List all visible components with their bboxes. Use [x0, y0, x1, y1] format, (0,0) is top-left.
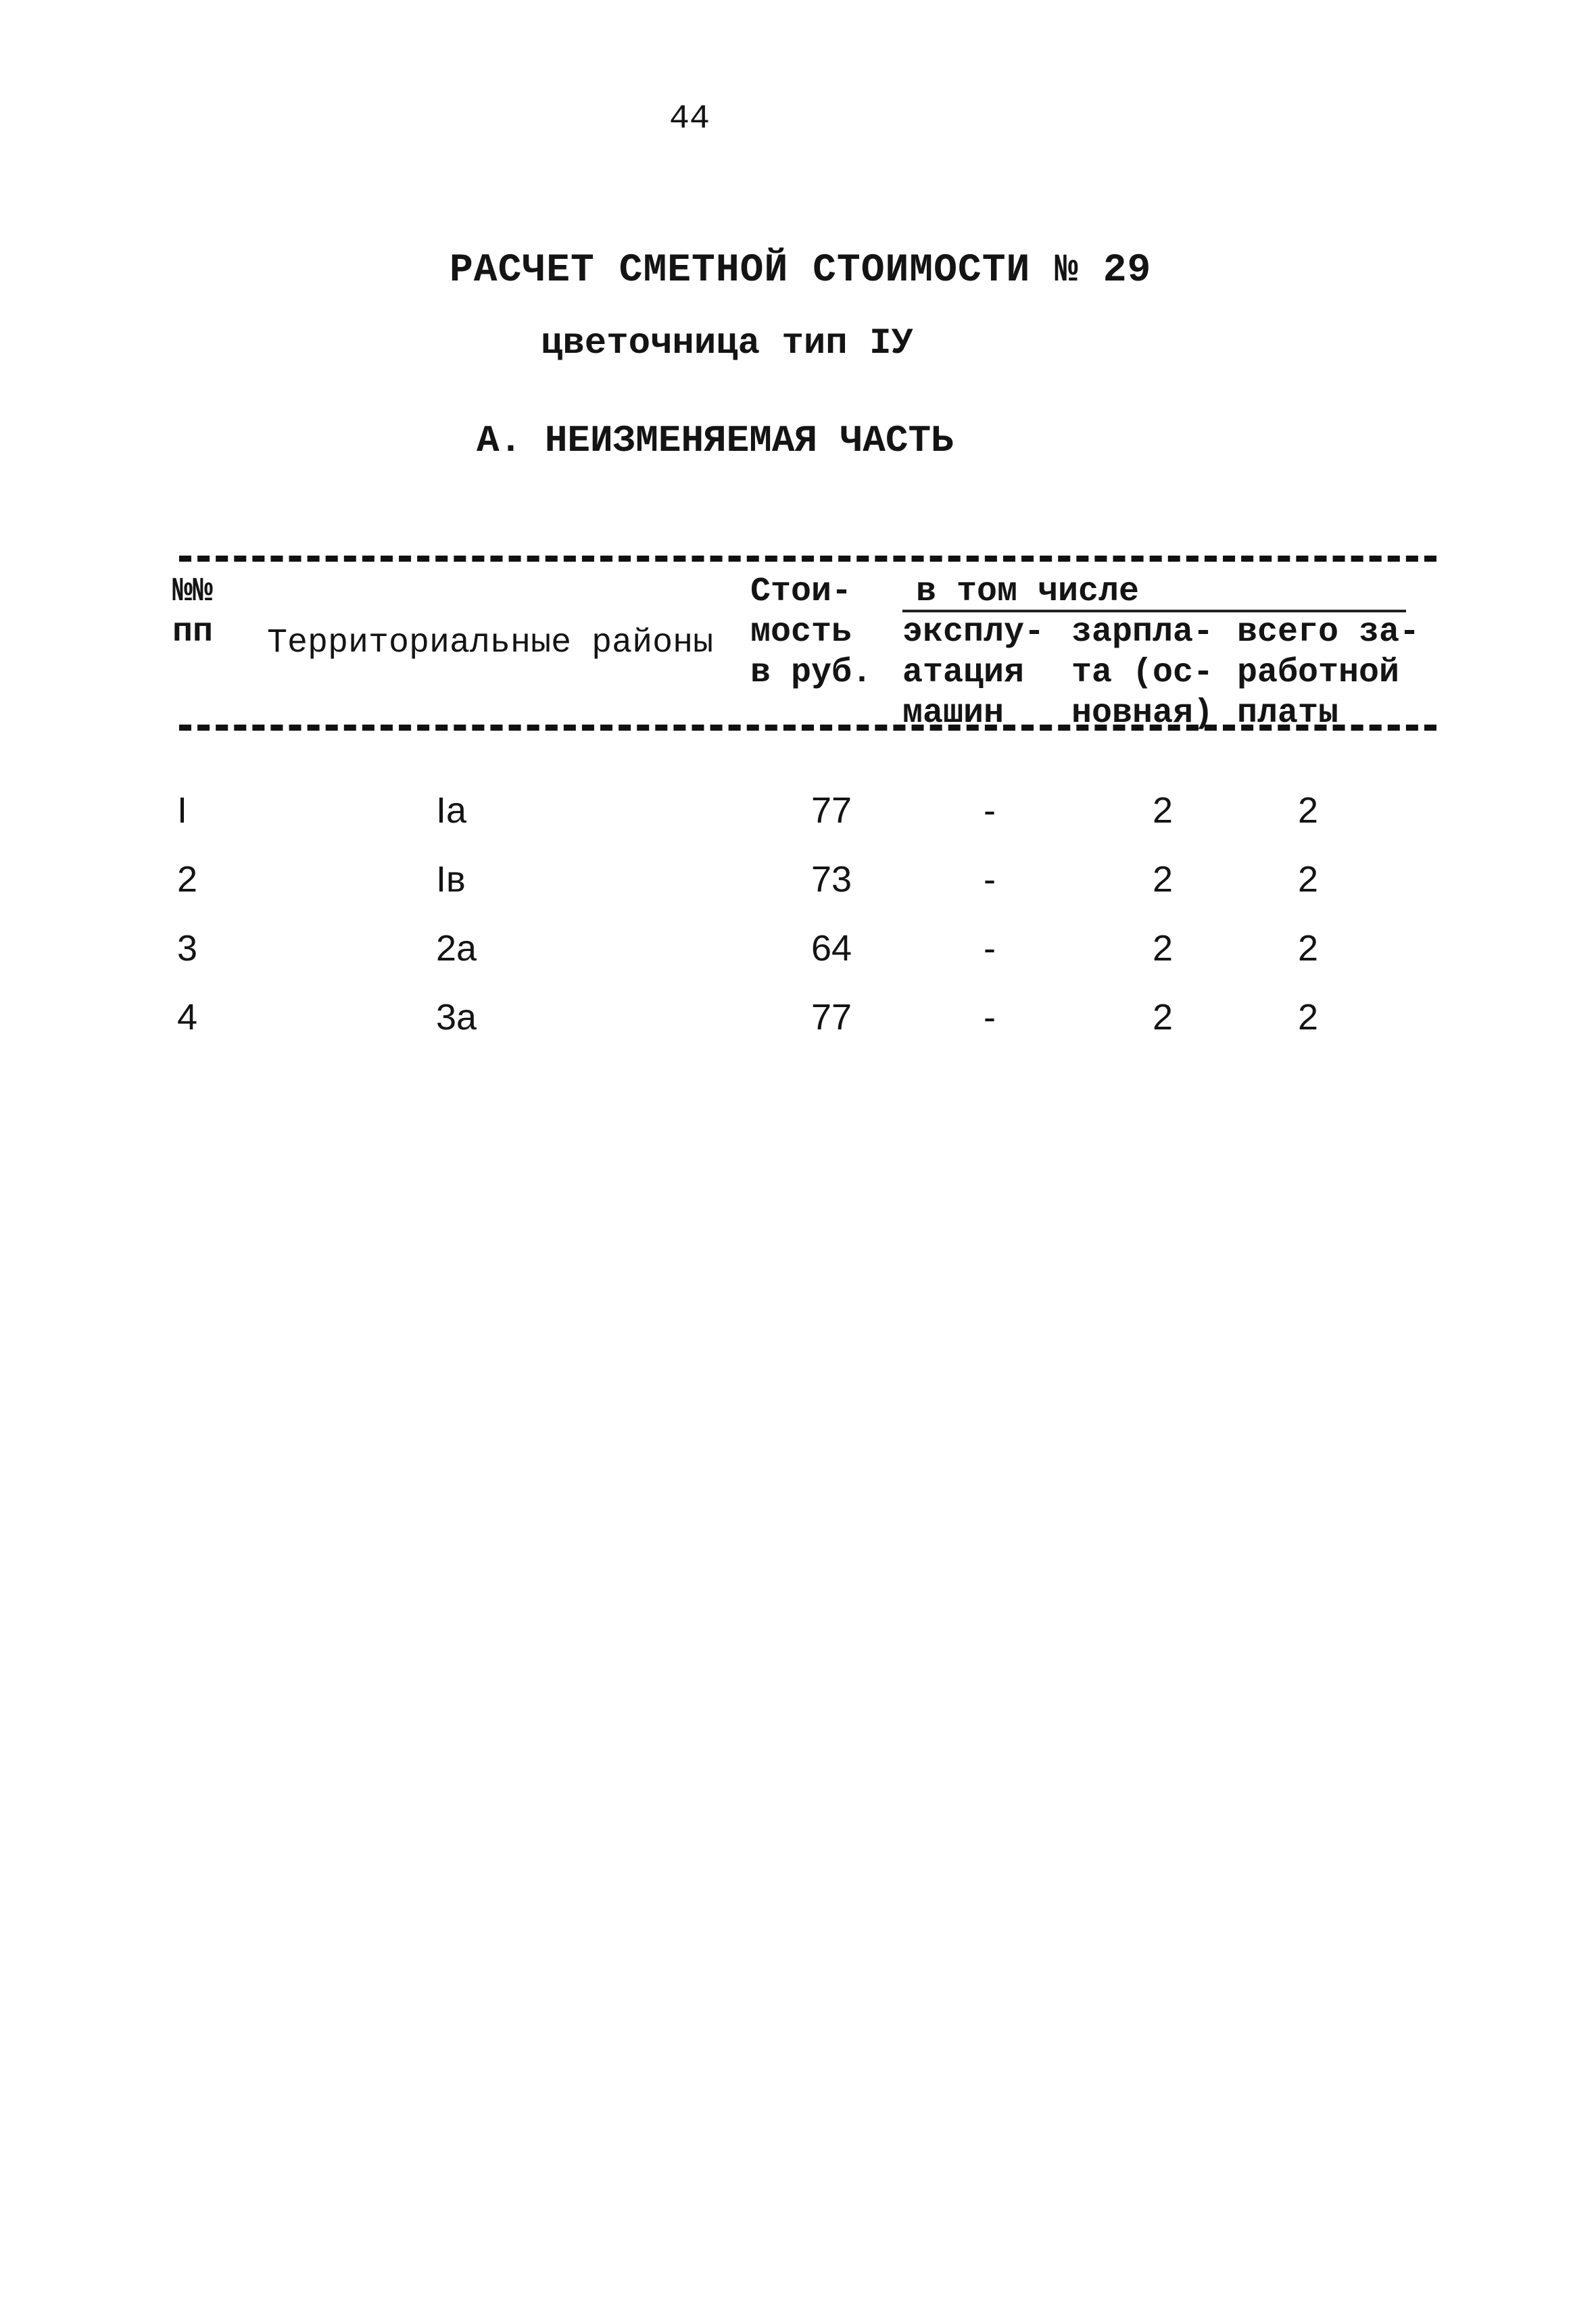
header-cost: Стои- мость в руб. — [750, 572, 873, 692]
row-number: 4 — [177, 997, 198, 1038]
table-row — [0, 996, 1596, 1064]
document-subtitle: цветочница тип IУ — [541, 323, 913, 364]
header-number: №№ пп — [172, 572, 214, 652]
header-total-salary: всего за- работной платы — [1237, 613, 1420, 733]
row-basic-salary: 2 — [1153, 997, 1174, 1038]
row-total-salary: 2 — [1298, 790, 1319, 831]
row-region: Iа — [436, 790, 467, 831]
row-region: 3а — [436, 997, 477, 1038]
row-cost: 77 — [811, 790, 852, 831]
header-basic-salary: зарпла- та (ос- новная) — [1071, 613, 1214, 733]
row-exploitation: - — [984, 859, 996, 900]
row-region: Iв — [436, 859, 466, 900]
row-total-salary: 2 — [1298, 997, 1319, 1038]
header-region: Территориальные районы — [267, 624, 714, 662]
row-basic-salary: 2 — [1153, 928, 1174, 969]
row-total-salary: 2 — [1298, 859, 1319, 900]
page-number: 44 — [669, 100, 710, 139]
row-number: 3 — [177, 928, 198, 969]
row-cost: 73 — [811, 859, 852, 900]
row-basic-salary: 2 — [1153, 859, 1174, 900]
row-number: 2 — [177, 859, 198, 900]
section-heading: А. НЕИЗМЕНЯЕМАЯ ЧАСТЬ — [477, 419, 954, 462]
row-region: 2а — [436, 928, 477, 969]
header-including: в том числе — [916, 572, 1140, 611]
row-total-salary: 2 — [1298, 928, 1319, 969]
row-number: I — [177, 790, 188, 831]
row-exploitation: - — [984, 997, 996, 1038]
row-exploitation: - — [984, 928, 996, 969]
row-cost: 77 — [811, 997, 852, 1038]
row-exploitation: - — [984, 790, 996, 831]
table-top-rule — [179, 556, 1436, 562]
document-title: РАСЧЕТ СМЕТНОЙ СТОИМОСТИ № 29 — [450, 249, 1152, 293]
table-row — [0, 789, 1596, 857]
header-exploitation: эксплу- атация машин — [902, 613, 1045, 733]
row-cost: 64 — [811, 928, 852, 969]
table-row — [0, 858, 1596, 926]
row-basic-salary: 2 — [1153, 790, 1174, 831]
table-row — [0, 927, 1596, 995]
